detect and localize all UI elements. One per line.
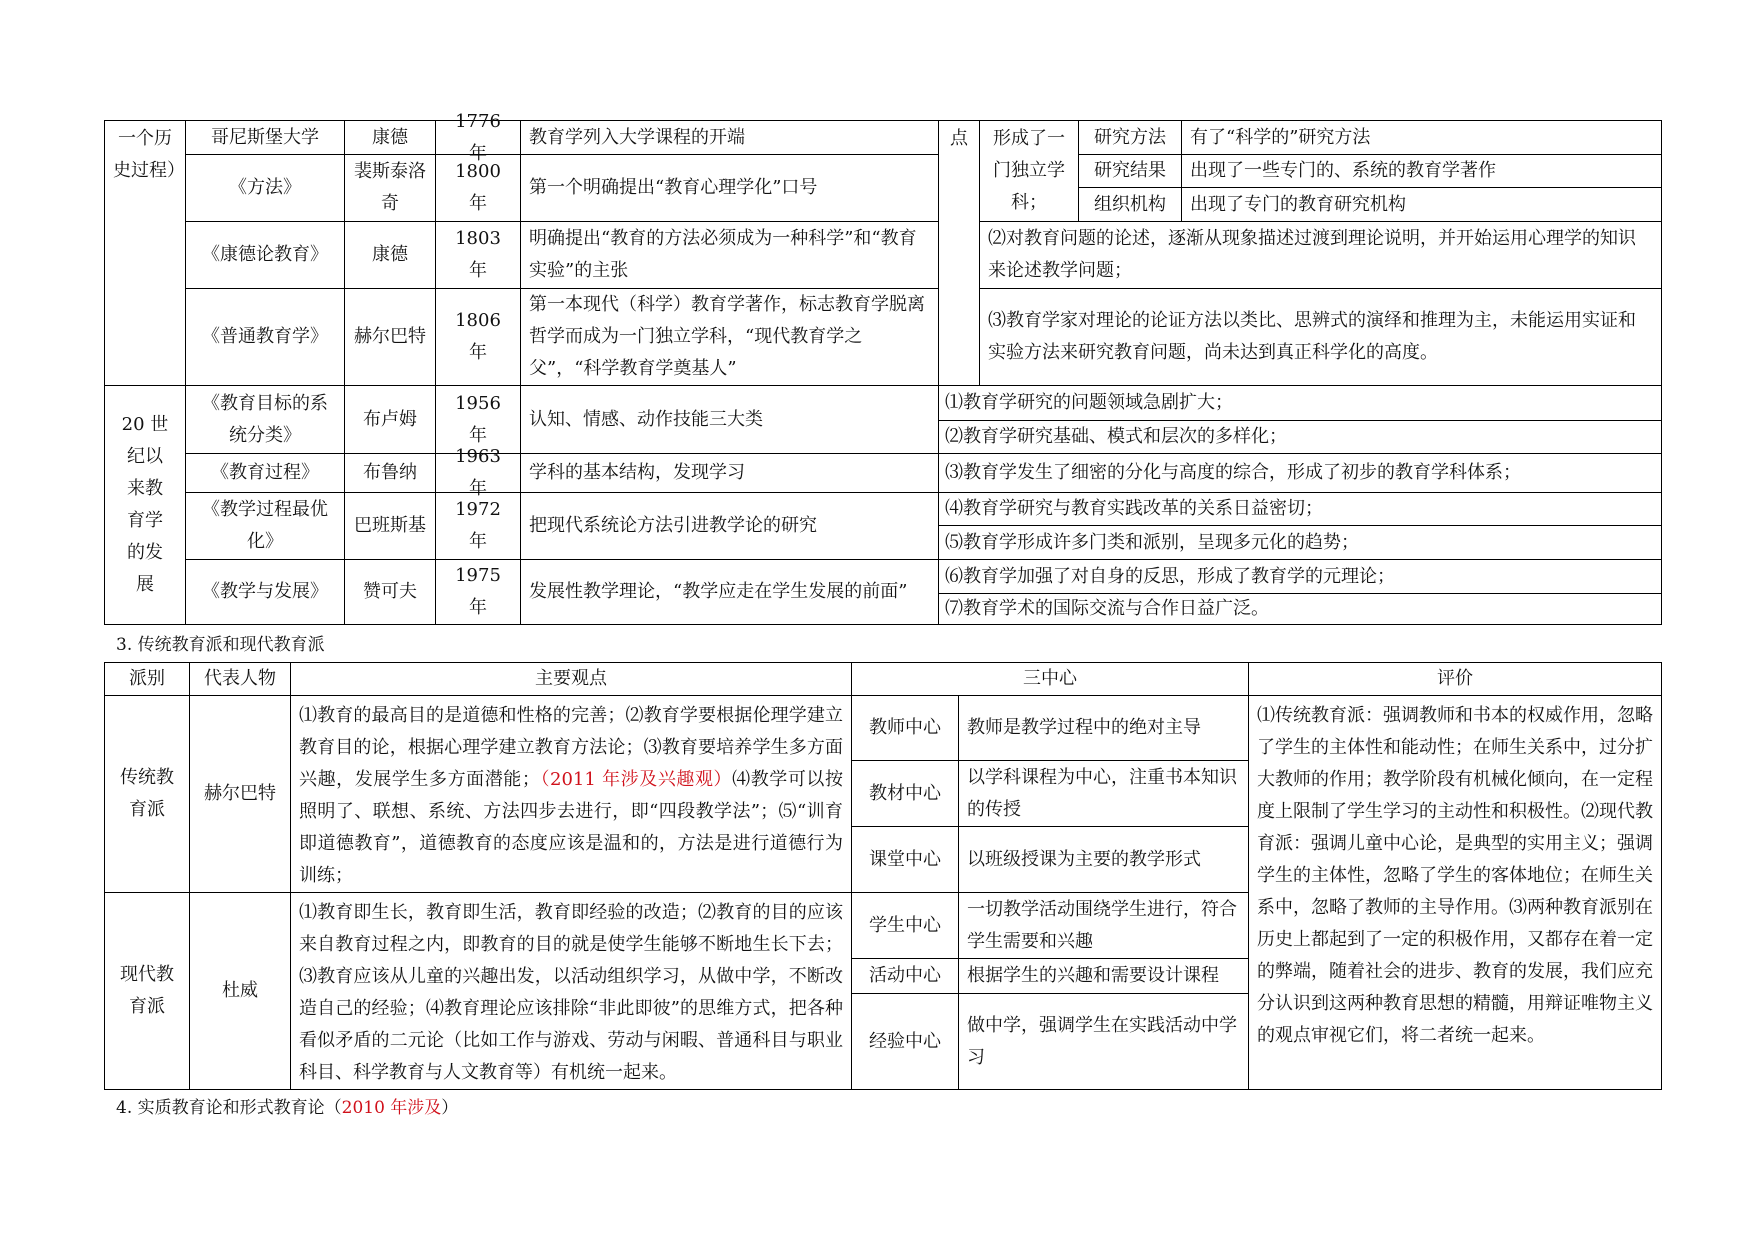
person-cell: 赫尔巴特	[344, 288, 436, 386]
feature-item: ⑸教育学形成许多门类和派别，呈现多元化的趋势；	[938, 525, 1662, 560]
person-cell: 裴斯泰洛奇	[344, 154, 436, 222]
independent-item-value: 有了“科学的”研究方法	[1181, 120, 1662, 155]
center-key: 经验中心	[851, 993, 959, 1090]
center-value: 根据学生的兴趣和需要设计课程	[958, 958, 1249, 994]
work-cell: 《教学过程最优化》	[185, 492, 345, 560]
point-2: ⑵对教育问题的论述，逐渐从现象描述过渡到理论说明，并开始运用心理学的知识来论述教学问题；	[979, 221, 1662, 289]
center-key: 活动中心	[851, 958, 959, 994]
stage-label-1: 一个历史过程）	[104, 120, 186, 386]
work-cell: 《教学与发展》	[185, 559, 345, 625]
content-cell: 第一个明确提出“教育心理学化”口号	[520, 154, 939, 222]
person-cell: 康德	[344, 221, 436, 289]
feature-item: ⑷教育学研究与教育实践改革的关系日益密切；	[938, 492, 1662, 526]
content-cell: 第一本现代（科学）教育学著作，标志教育学脱离哲学而成为一门独立学科，“现代教育学之父”，“科学教育学奠基人”	[520, 288, 939, 386]
year-cell: 1972 年	[435, 492, 521, 560]
views-traditional	[290, 695, 852, 893]
independent-item-value: 出现了一些专门的、系统的教育学著作	[1181, 154, 1662, 188]
work-cell: 《教育过程》	[185, 453, 345, 493]
header-centers: 三中心	[851, 662, 1249, 696]
content-cell: 发展性教学理论，“教学应走在学生发展的前面”	[520, 559, 939, 625]
feature-item: ⑴教育学研究的问题领域急剧扩大；	[938, 385, 1662, 421]
person-cell: 康德	[344, 120, 436, 155]
person-cell: 布卢姆	[344, 385, 436, 454]
section-4-title: 4. 实质教育论和形式教育论（	[116, 1098, 342, 1118]
section-4-heading	[116, 1097, 458, 1119]
year-cell: 1975 年	[435, 559, 521, 625]
year-cell: 1806 年	[435, 288, 521, 386]
content-cell: 明确提出“教育的方法必须成为一种科学”和“教育实验”的主张	[520, 221, 939, 289]
stage-label-2: 20 世纪以来教育学的发展	[104, 385, 186, 625]
person-cell: 赞可夫	[344, 559, 436, 625]
views-traditional-b: ⑷教学可以按照明了、联想、系统、方法四步去进行，即“四段教学法”；⑸“训育即道德教育”，道德教育的态度应该是温和的，方法是进行道德行为训练；	[299, 769, 844, 886]
center-key: 课堂中心	[851, 826, 959, 893]
year-cell: 1776 年	[435, 120, 521, 155]
year-cell: 1800 年	[435, 154, 521, 222]
exam-note-2010: 2010 年涉及	[341, 1098, 442, 1118]
person-herbart: 赫尔巴特	[189, 695, 291, 893]
feature-item: ⑹教育学加强了对自身的反思，形成了教育学的元理论；	[938, 559, 1662, 594]
year-cell: 1963 年	[435, 453, 521, 493]
work-cell: 《教育目标的系统分类》	[185, 385, 345, 454]
independent-discipline-label: 形成了一门独立学科；	[979, 120, 1079, 222]
views-modern: ⑴教育即生长，教育即生活，教育即经验的改造；⑵教育的目的应该来自教育过程之内，即教育的目的就是使学生能够不断地生长下去；⑶教育应该从儿童的兴趣出发，以活动组织学习，从做中学，不断改造自己的经验；⑷教育理论应该排除“非此即彼”的思维方式，把各种看似矛盾的二元论（比如工作与游戏、劳动与闲暇、普通科目与职业科目、科学教育与人文教育等）有机统一起来。	[290, 892, 852, 1090]
independent-item-value: 出现了专门的教育研究机构	[1181, 187, 1662, 222]
school-traditional: 传统教育派	[104, 695, 190, 893]
feature-item: ⑶教育学发生了细密的分化与高度的综合，形成了初步的教育学科体系；	[938, 453, 1662, 493]
views-traditional-a: ⑴教育的最高目的是道德和性格的完善；⑵教育学要根据伦理学建立教育目的论，根据心理学建立教育方法论；⑶教育要培养学生多方面兴趣，发展学生多方面潜能；	[299, 705, 843, 790]
independent-item-key: 研究结果	[1078, 154, 1182, 188]
work-cell: 哥尼斯堡大学	[185, 120, 345, 155]
center-value: 做中学，强调学生在实践活动中学习	[958, 993, 1249, 1090]
content-cell: 教育学列入大学课程的开端	[520, 120, 939, 155]
center-key: 教材中心	[851, 760, 959, 827]
independent-item-key: 研究方法	[1078, 120, 1182, 155]
header-evaluation: 评价	[1248, 662, 1662, 696]
content-cell: 把现代系统论方法引进教学论的研究	[520, 492, 939, 560]
center-value: 以班级授课为主要的教学形式	[958, 826, 1249, 893]
person-cell: 布鲁纳	[344, 453, 436, 493]
header-person: 代表人物	[189, 662, 291, 696]
point-3: ⑶教育学家对理论的论证方法以类比、思辨式的演绎和推理为主，未能运用实证和实验方法来研究教育问题，尚未达到真正科学化的高度。	[979, 288, 1662, 386]
center-value: 教师是教学过程中的绝对主导	[958, 695, 1249, 761]
center-key: 教师中心	[851, 695, 959, 761]
evaluation-cell: ⑴传统教育派：强调教师和书本的权威作用，忽略了学生的主体性和能动性；在师生关系中，过分扩大教师的作用；教学阶段有机械化倾向，在一定程度上限制了学生学习的主动性和积极性。⑵现代教育派：强调儿童中心论，是典型的实用主义；强调学生的主体性，忽略了学生的客体地位；在师生关系中，忽略了教师的主导作用。⑶两种教育派别在历史上都起到了一定的积极作用，又都存在着一定的弊端，随着社会的进步、教育的发展，我们应充分认识到这两种教育思想的精髓，用辩证唯物主义的观点审视它们，将二者统一起来。	[1248, 695, 1662, 1090]
header-school: 派别	[104, 662, 190, 696]
person-dewey: 杜威	[189, 892, 291, 1090]
year-cell: 1956 年	[435, 385, 521, 454]
person-cell: 巴班斯基	[344, 492, 436, 560]
content-cell: 认知、情感、动作技能三大类	[520, 385, 939, 454]
center-value: 一切教学活动围绕学生进行，符合学生需要和兴趣	[958, 892, 1249, 959]
section-4-title-end: ）	[441, 1098, 459, 1118]
feature-item: ⑺教育学术的国际交流与合作日益广泛。	[938, 593, 1662, 625]
work-cell: 《康德论教育》	[185, 221, 345, 289]
content-cell: 学科的基本结构，发现学习	[520, 453, 939, 493]
header-views: 主要观点	[290, 662, 852, 696]
school-modern: 现代教育派	[104, 892, 190, 1090]
point-label: 点	[938, 120, 980, 386]
exam-note-2011: （2011 年涉及兴趣观）	[539, 769, 733, 790]
work-cell: 《普通教育学》	[185, 288, 345, 386]
work-cell: 《方法》	[185, 154, 345, 222]
year-cell: 1803 年	[435, 221, 521, 289]
section-3-heading: 3. 传统教育派和现代教育派	[116, 635, 325, 655]
center-value: 以学科课程为中心，注重书本知识的传授	[958, 760, 1249, 827]
center-key: 学生中心	[851, 892, 959, 959]
independent-item-key: 组织机构	[1078, 187, 1182, 222]
feature-item: ⑵教育学研究基础、模式和层次的多样化；	[938, 420, 1662, 454]
